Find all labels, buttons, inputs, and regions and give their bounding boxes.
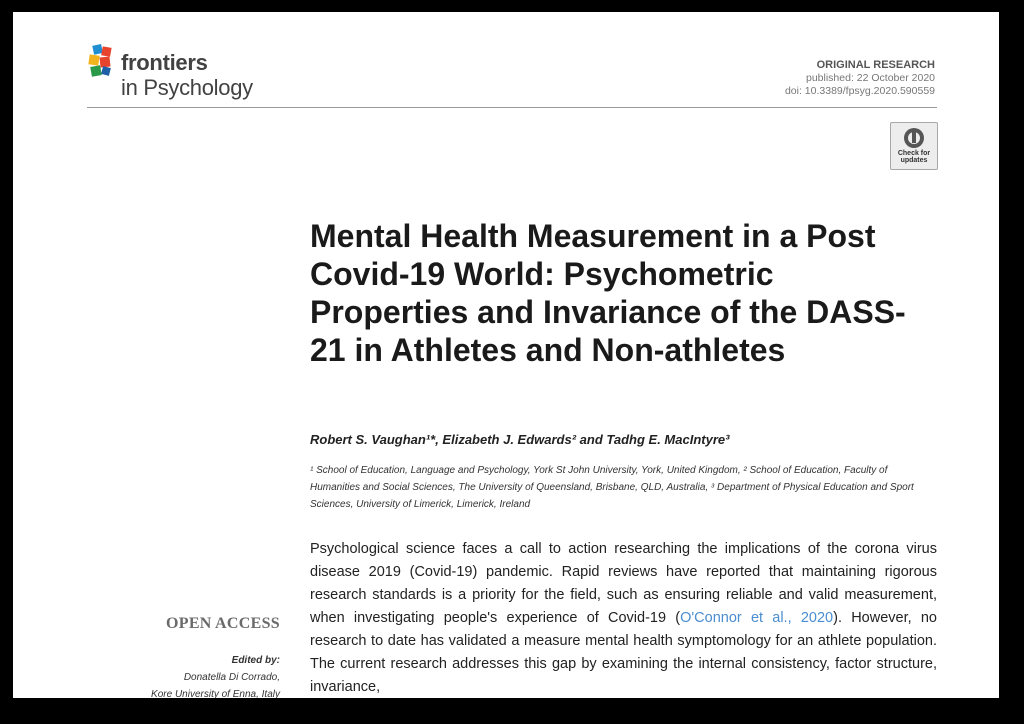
author-list: Robert S. Vaughan¹*, Elizabeth J. Edwards² and Tadhg E. MacIntyre³ xyxy=(310,432,730,447)
badge-line1: Check for xyxy=(897,150,931,157)
citation-link[interactable]: O'Connor et al., 2020 xyxy=(680,610,834,626)
editor-name: Donatella Di Corrado, xyxy=(183,672,280,683)
check-updates-icon xyxy=(903,127,925,149)
affiliations: ¹ School of Education, Language and Psychology, York St John University, York, United Kingdom, ² School of Education, Faculty of Humanities and Social Sciences, The University of Queensland, Brisbane, QLD, Australia, ³ Department of Physical Education and Sport Sciences, University of Limerick, Limerick, Ireland xyxy=(310,465,914,510)
badge-line2: updates xyxy=(900,157,928,164)
abstract xyxy=(310,538,937,698)
edited-by-label: Edited by: xyxy=(231,655,280,666)
publish-date: published: 22 October 2020 xyxy=(805,72,935,84)
editor-affiliation: Kore University of Enna, Italy xyxy=(151,689,280,698)
editor-info xyxy=(151,652,280,698)
check-for-updates-badge[interactable] xyxy=(890,122,938,170)
journal-name-line1: frontiers xyxy=(121,50,208,75)
article-meta xyxy=(785,59,935,98)
abstract-text-2: ). However, no research to date has validated a measure mental health symptomology for an athlete population. The current research addresses this gap by examining the internal consistency, factor structure, invariance, xyxy=(310,610,937,695)
header-divider xyxy=(87,107,937,108)
abstract-text-1: Psychological science faces a call to action researching the implications of the corona virus disease 2019 (Covid-19) pandemic. Rapid reviews have reported that maintaining rigorous research standards is a priority for the field, such as ensuring reliable and valid measurement, when investigating people's experience of Covid-19 ( xyxy=(310,541,937,626)
article-page xyxy=(13,12,999,698)
article-title: Mental Health Measurement in a Post Covid-19 World: Psychometric Properties and Invariance of the DASS-21 in Athletes and Non-athletes xyxy=(310,218,906,368)
frontiers-logo-icon xyxy=(87,43,121,83)
article-type: ORIGINAL RESEARCH xyxy=(816,59,935,71)
doi[interactable]: doi: 10.3389/fpsyg.2020.590559 xyxy=(784,85,935,97)
journal-name-line2: in Psychology xyxy=(121,75,253,100)
journal-logo[interactable] xyxy=(87,43,287,103)
open-access-label: OPEN ACCESS xyxy=(166,615,280,632)
